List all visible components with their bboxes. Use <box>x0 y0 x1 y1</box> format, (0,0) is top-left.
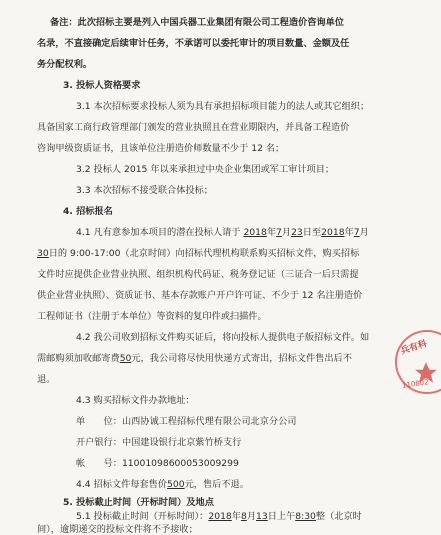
end-day: 30 <box>37 248 49 259</box>
bank-row <box>76 437 241 448</box>
price-value: 500 <box>167 479 185 490</box>
s4-p3: 4.3 购买招标文件办款地址： <box>76 395 195 406</box>
s3-p2: 3.2 投标人 2015 年以来承担过中央企业集团或军工审计项目； <box>76 164 335 175</box>
s4-p1-line-2-text: 日的 9:00-17:00（北京时间）向招标代理机构联系购买招标文件，购买招标 <box>48 248 360 259</box>
deadline-year: 2018 <box>208 511 232 522</box>
s4-p1-line-4: 供企业营业执照）、资质证书、基本存款账户开户许可证、不少于 12 名注册造价 <box>37 290 363 301</box>
start-month: 7 <box>276 227 282 238</box>
section-4-heading: 4. 招标报名 <box>63 206 113 217</box>
bank-label: 开户银行： <box>76 437 122 448</box>
s4-p1-line-3: 文件时应提供企业营业执照、组织机构代码证、税务登记证（三证合一后只需提 <box>37 269 359 280</box>
account-row <box>76 458 239 469</box>
start-day: 23 <box>291 227 303 238</box>
note-line-3: 务分配权利。 <box>37 59 93 70</box>
account-label: 帐 号： <box>76 458 122 469</box>
mail-fee-prefix: 需邮购须加收邮寄费 <box>37 353 120 364</box>
s4-p1-line-1: 4.1 凡有意参加本项目的潜在投标人请于 2018年7月23日至2018年7月 <box>76 227 369 238</box>
seal-text: 兵有科 <box>399 338 429 357</box>
s4-p4 <box>76 479 249 490</box>
mail-fee-value: 50 <box>119 353 132 364</box>
deadline-day: 13 <box>256 511 268 522</box>
mail-fee-suffix: 元，我公司将尽快用快递方式寄出，招标文件售出后不 <box>131 353 352 364</box>
s5-p1: 5.1 投标截止时间（开标时间）：2018年8月13日上午8:30整（北京时 <box>76 511 362 522</box>
deadline-month: 8 <box>240 511 247 522</box>
note-line-2: 名录，不直接确定后续审计任务，不承诺可以委托审计的项目数量、金额及任 <box>37 38 350 49</box>
s4-p2-line-1: 4.2 我公司收到招标文件购买证后，将向投标人提供电子版招标文件。如 <box>76 332 370 343</box>
end-year: 2018 <box>321 227 345 238</box>
deadline-suffix: 整（北京时 <box>315 511 362 522</box>
section-3-heading: 3. 投标人资格要求 <box>63 80 141 91</box>
s3-p1-line-1: 3.1 本次招标要求投标人须为具有承担招标项目能力的法人或其它组织； <box>76 101 370 112</box>
section-5-heading: 5. 投标截止时间（开标时间）及地点 <box>63 497 214 508</box>
note-line-1: 备注：此次招标主要是列入中国兵器工业集团有限公司工程造价咨询单位 <box>50 17 344 28</box>
account-value: 11001098600053009299 <box>121 458 239 469</box>
s4-p1-prefix: 4.1 凡有意参加本项目的潜在投标人请于 <box>76 227 241 238</box>
deadline-time: 8:30 <box>295 511 316 522</box>
unit-row <box>76 416 297 427</box>
seal-number: 110802 <box>401 378 430 390</box>
end-month: 7 <box>353 227 360 238</box>
s3-p3: 3.3 本次招标不接受联合体投标； <box>76 185 213 196</box>
bank-value: 中国建设银行北京紫竹桥支行 <box>121 437 242 448</box>
price-prefix: 4.4 招标文件每套售价 <box>76 479 168 490</box>
s4-p2-line-2 <box>37 353 352 364</box>
s4-p2-line-3: 退。 <box>37 374 56 385</box>
start-year: 2018 <box>243 227 267 238</box>
s4-p1-line-2 <box>37 248 359 259</box>
unit-label: 单 位： <box>76 416 122 427</box>
unit-value: 山西协诚工程招标代理有限公司北京分公司 <box>121 416 297 427</box>
s3-p1-line-2: 具备国家工商行政管理部门颁发的营业执照且在营业期限内，并具备工程造价 <box>37 122 350 133</box>
deadline-prefix: 5.1 投标截止时间（开标时间）： <box>76 511 209 522</box>
s5-p2: 间），逾期递交的投标文件将不予接收； <box>37 524 198 535</box>
s4-p1-line-5: 工程师证书（注册于本单位）等资料的复印件或扫描件。 <box>37 311 267 322</box>
s3-p1-line-3: 咨询甲级资质证书，且该单位注册造价师数量不少于 12 名； <box>37 143 285 154</box>
price-suffix: 元，售后不退。 <box>184 479 249 490</box>
